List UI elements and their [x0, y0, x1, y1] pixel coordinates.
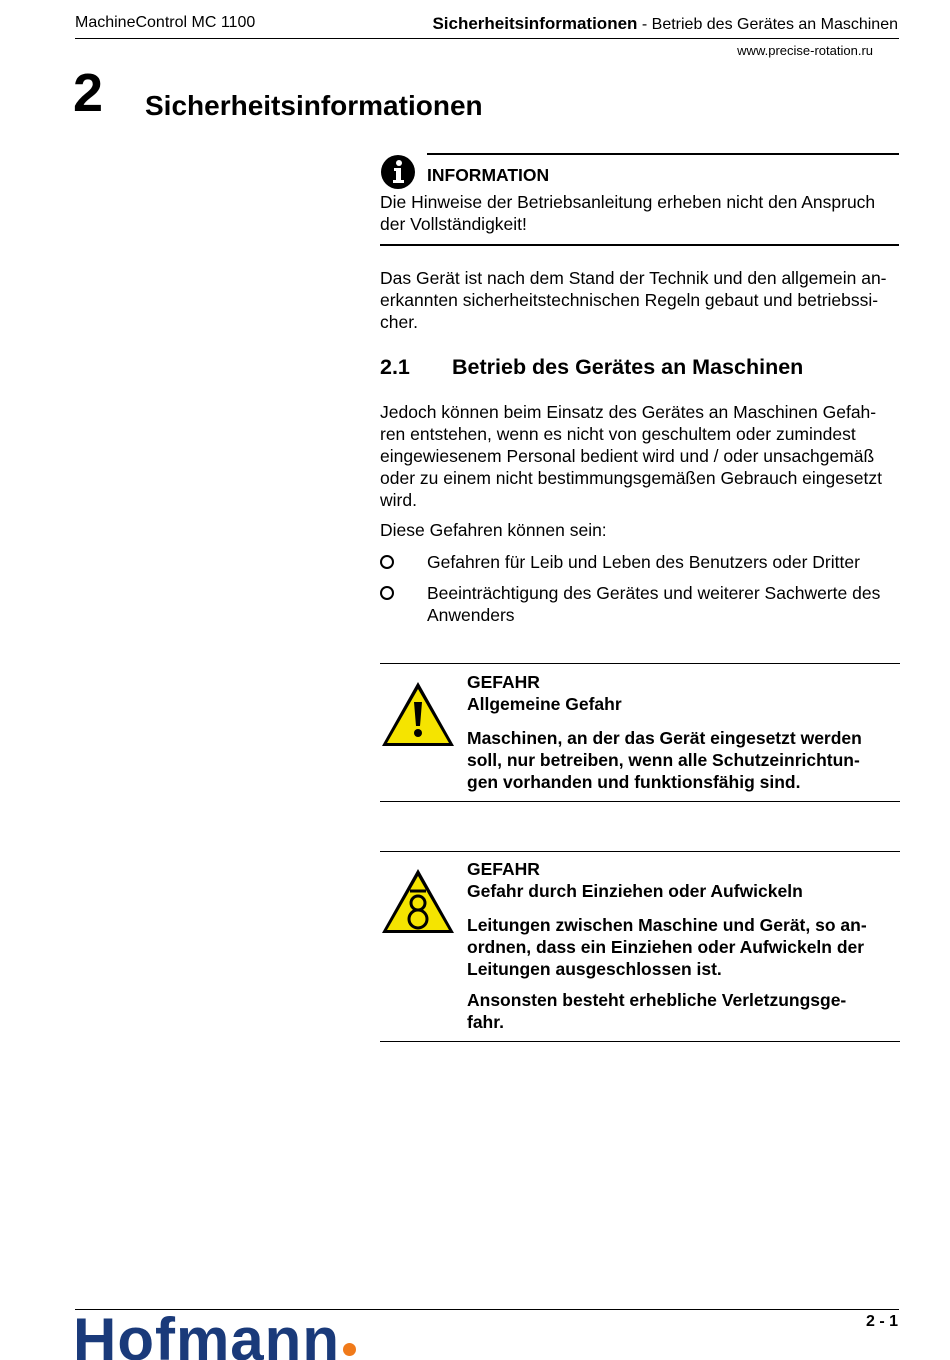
warning-level: GEFAHR — [467, 672, 540, 692]
info-text — [380, 191, 900, 235]
warning-box — [467, 671, 899, 793]
warning-box — [467, 858, 899, 1033]
info-text-line: der Vollständigkeit! — [380, 214, 527, 234]
paragraph-line: Jedoch können beim Einsatz des Gerätes an Maschinen Gefah- — [380, 402, 877, 422]
chapter-number: 2 — [73, 63, 104, 123]
hazards-lead: Diese Gefahren können sein: — [380, 520, 607, 540]
page-number: 2 - 1 — [865, 1313, 898, 1330]
warning-extra — [467, 989, 899, 1033]
header-product-name: MachineControl MC 1100 — [75, 14, 256, 31]
paragraph-line: ren entstehen, wenn es nicht von geschultem oder zumindest — [380, 424, 856, 444]
info-text-line: Die Hinweise der Betriebsanleitung erheben nicht den Anspruch — [380, 192, 876, 212]
warning-title: Gefahr durch Einziehen oder Aufwickeln — [467, 881, 803, 901]
paragraph-line: eingewiesenem Personal bedient wird und / oder unsachgemäß — [380, 446, 875, 466]
logo-text: Hofmann — [73, 1306, 340, 1360]
entanglement-warning-icon — [380, 867, 456, 935]
list-item-text: Anwenders — [427, 605, 515, 625]
warning-text-line: soll, nur betreiben, wenn alle Schutzeinrichtun- — [467, 750, 860, 770]
info-icon — [380, 154, 416, 190]
exclamation-warning-icon — [380, 680, 456, 748]
warning-text-line: fahr. — [467, 1012, 504, 1032]
hofmann-logo — [73, 1306, 373, 1360]
section-title: Betrieb des Gerätes an Maschinen — [452, 355, 804, 379]
body-paragraph — [380, 401, 900, 511]
paragraph-line: oder zu einem nicht bestimmungsgemäßen Gebrauch eingesetzt — [380, 468, 882, 488]
chapter-title: Sicherheitsinformationen — [145, 90, 483, 121]
info-top-rule — [427, 153, 899, 155]
paragraph-line: cher. — [380, 312, 418, 332]
warning-top-rule — [380, 663, 900, 664]
warning-text-line: Ansonsten besteht erhebliche Verletzungsge- — [467, 990, 847, 1010]
warning-text-line: gen vorhanden und funktionsfähig sind. — [467, 772, 801, 792]
warning-text — [467, 914, 899, 980]
header-section-title — [432, 14, 898, 34]
list-item-text: Beeinträchtigung des Gerätes und weiterer Sachwerte des — [427, 583, 881, 603]
bullet-circle-icon — [380, 586, 394, 600]
warning-top-rule — [380, 851, 900, 852]
section-number: 2.1 — [380, 355, 410, 379]
website-link[interactable]: www.precise-rotation.ru — [737, 43, 873, 58]
paragraph-line: erkannten sicherheitstechnischen Regeln gebaut und betriebssi- — [380, 290, 879, 310]
paragraph-line: Das Gerät ist nach dem Stand der Technik und den allgemein an- — [380, 268, 887, 288]
logo-dot-icon — [343, 1343, 356, 1356]
warning-bottom-rule — [380, 801, 900, 802]
warning-text-line: Maschinen, an der das Gerät eingesetzt werden — [467, 728, 862, 748]
header-rule — [75, 38, 899, 39]
header-section-rest: - Betrieb des Gerätes an Maschinen — [637, 16, 898, 33]
warning-bottom-rule — [380, 1041, 900, 1042]
info-heading: INFORMATION — [427, 165, 550, 185]
warning-text-line: ordnen, dass ein Einziehen oder Aufwickeln der — [467, 937, 865, 957]
header-section-bold: Sicherheitsinformationen — [432, 14, 638, 33]
list-item-text: Gefahren für Leib und Leben des Benutzers oder Dritter — [427, 552, 860, 572]
warning-title: Allgemeine Gefahr — [467, 694, 622, 714]
intro-paragraph — [380, 267, 900, 333]
warning-text-line: Leitungen zwischen Maschine und Gerät, so an- — [467, 915, 867, 935]
bullet-circle-icon — [380, 555, 394, 569]
info-bottom-rule — [380, 244, 899, 246]
warning-text-line: Leitungen ausgeschlossen ist. — [467, 959, 722, 979]
paragraph-line: wird. — [380, 490, 417, 510]
warning-level: GEFAHR — [467, 859, 540, 879]
warning-text — [467, 727, 899, 793]
